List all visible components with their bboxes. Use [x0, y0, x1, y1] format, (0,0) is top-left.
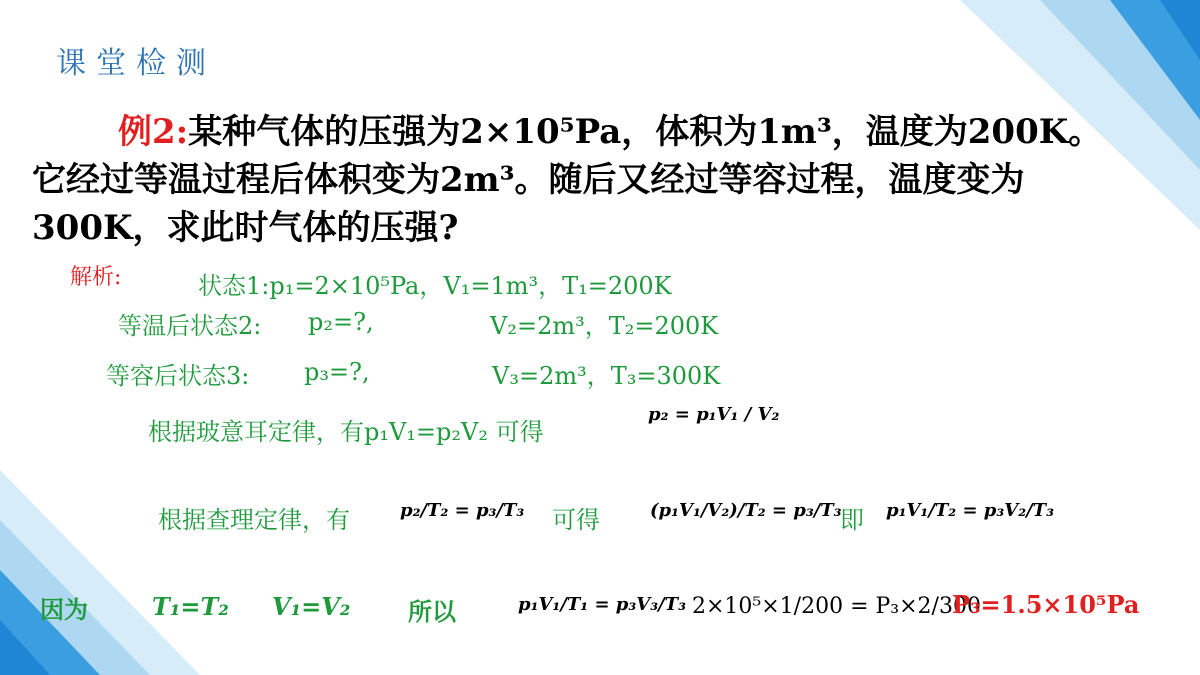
- keyi-label: 可得: [552, 506, 600, 534]
- because-label: 因为: [40, 595, 88, 624]
- state-2-pressure: p₂=?,: [308, 308, 374, 336]
- state-1: 状态1:p₁=2×10⁵Pa，V₁=1m³，T₁=200K: [198, 272, 672, 300]
- condition-volume: V₁=V₂: [272, 592, 351, 621]
- ji-equation: p₁V₁/T₂ = p₃V₂/T₃: [886, 500, 1054, 521]
- state-3-label: 等容后状态3:: [106, 362, 250, 390]
- state-2-volume-temp: V₂=2m³，T₂=200K: [490, 312, 719, 340]
- solution-label: 解析:: [70, 265, 122, 290]
- boyle-law-text: 根据玻意耳定律，有p₁V₁=p₂V₂ 可得: [148, 418, 544, 446]
- numeric-substitution: 2×10⁵×1/200 = P₃×2/300: [692, 594, 981, 619]
- final-answer: P₃=1.5×10⁵Pa: [952, 590, 1140, 619]
- ji-label: 即: [840, 506, 864, 534]
- condition-temperature: T₁=T₂: [152, 592, 229, 621]
- section-header: 课堂检测: [56, 46, 216, 81]
- state-3-volume-temp: V₃=2m³，T₃=300K: [492, 362, 721, 390]
- question-line-2: 它经过等温过程后体积变为2m³。随后又经过等容过程，温度变为: [32, 160, 1025, 200]
- charles-substitution: (p₁V₁/V₂)/T₂ = p₃/T₃: [650, 500, 842, 521]
- question-text-1: 某种气体的压强为2×10⁵Pa，体积为1m³，温度为200K。: [188, 112, 1103, 152]
- charles-equation: p₂/T₂ = p₃/T₃: [400, 500, 525, 521]
- suoyi-label: 所以: [408, 597, 456, 626]
- boyle-result: p₂ = p₁V₁ / V₂: [648, 404, 780, 425]
- combined-gas-equation: p₁V₁/T₁ = p₃V₃/T₃: [518, 594, 686, 615]
- state-2-label: 等温后状态2:: [118, 312, 262, 340]
- charles-law-text: 根据查理定律，有: [158, 506, 350, 534]
- question-line-3: 300K，求此时气体的压强?: [32, 208, 459, 248]
- example-label: 例2:: [118, 112, 189, 152]
- question-line-1: [118, 104, 1102, 153]
- state-3-pressure: p₃=?,: [304, 358, 370, 386]
